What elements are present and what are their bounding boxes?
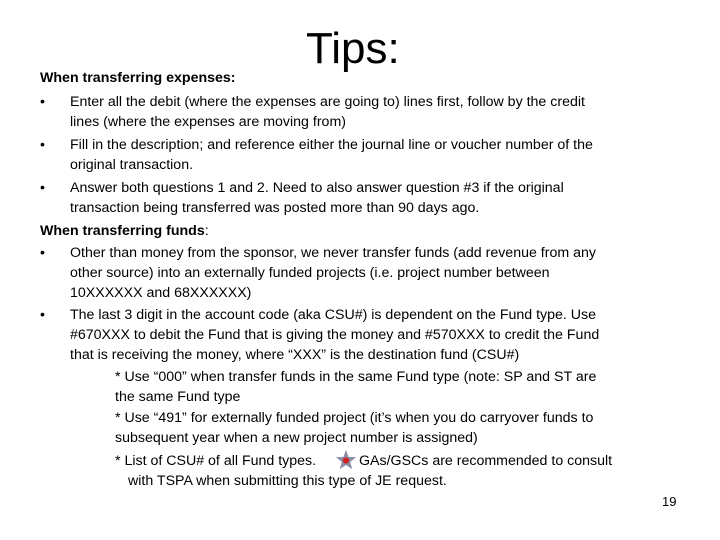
bullet-line: 10XXXXXX and 68XXXXXX) — [70, 285, 252, 301]
bullet-line: Enter all the debit (where the expenses are going to) lines first, follow by the credit — [70, 94, 585, 110]
note-line: * Use “491” for externally funded project (it’s when you do carryover funds to — [115, 410, 594, 426]
bullet-marker: • — [40, 94, 45, 110]
bullet-line: other source) into an externally funded projects (i.e. project number between — [70, 265, 550, 281]
note-line: the same Fund type — [115, 389, 241, 405]
bullet-line: that is receiving the money, where “XXX” is the destination fund (CSU#) — [70, 347, 520, 363]
bullet-marker: • — [40, 245, 45, 261]
bullet-line: original transaction. — [70, 157, 194, 173]
section-heading-funds — [40, 221, 209, 241]
bullet-line: The last 3 digit in the account code (aka CSU#) is dependent on the Fund type. Use — [70, 307, 597, 323]
bullet-line: Other than money from the sponsor, we never transfer funds (add revenue from any — [70, 245, 596, 261]
note-line: subsequent year when a new project number is assigned) — [115, 430, 478, 446]
bullet-line: transaction being transferred was posted more than 90 days ago. — [70, 200, 480, 216]
bullet-marker: • — [40, 180, 45, 196]
star-center-dot — [343, 457, 349, 463]
bullet-marker: • — [40, 307, 45, 323]
bullet-line: Answer both questions 1 and 2. Need to also answer question #3 if the original — [70, 180, 564, 196]
bullet-line: #670XXX to debit the Fund that is giving the money and #570XXX to credit the Fund — [70, 327, 600, 343]
slide-title: Tips: — [306, 24, 400, 73]
note-line: * List of CSU# of all Fund types. — [115, 453, 317, 469]
note-line: * Use “000” when transfer funds in the same Fund type (note: SP and ST are — [115, 369, 597, 385]
bullet-line: lines (where the expenses are moving from) — [70, 114, 346, 130]
section-heading-colon: : — [204, 223, 209, 239]
bullet-marker: • — [40, 137, 45, 153]
section-heading-funds-text: When transferring funds — [40, 223, 205, 239]
page-number: 19 — [662, 494, 677, 509]
bullet-line: Fill in the description; and reference either the journal line or voucher number of the — [70, 137, 593, 153]
note-line: with TSPA when submitting this type of JE request. — [128, 473, 447, 489]
star-icon[interactable] — [335, 449, 357, 471]
note-line: GAs/GSCs are recommended to consult — [359, 453, 613, 469]
section-heading-expenses: When transferring expenses: — [40, 70, 236, 86]
